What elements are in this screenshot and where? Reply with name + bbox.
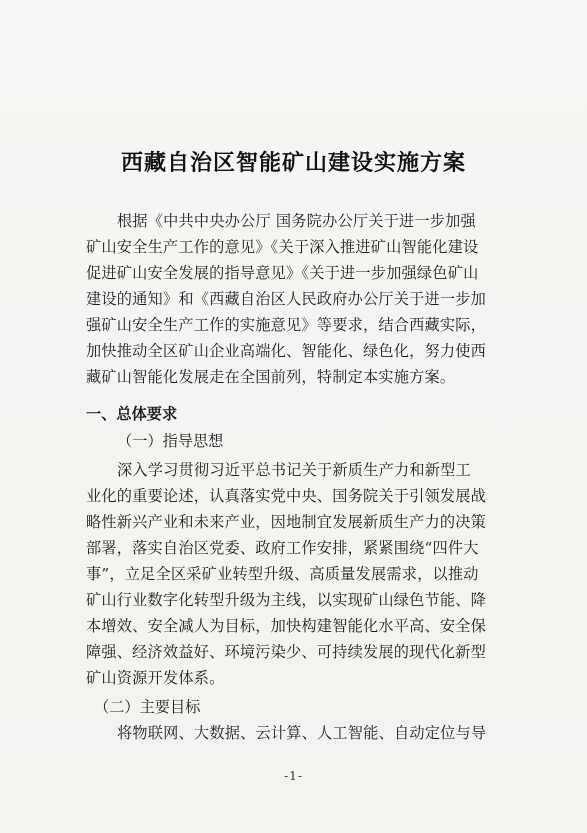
text-line: 促进矿山安全发展的指导意见》《关于进一步加强绿色矿山 <box>86 264 479 282</box>
text-line: 根据《中共中央办公厅 国务院办公厅关于进一步加强 <box>117 212 476 230</box>
guiding-thought-paragraph <box>86 457 498 691</box>
text-line: 事”，立足全区采矿业转型升级、高质量发展需求，以推动 <box>86 565 479 583</box>
text-line: 藏矿山智能化发展走在全国前列，特制定本实施方案。 <box>86 368 456 386</box>
text-line: 障强、经济效益好、环境污染少、可持续发展的现代化新型 <box>86 643 487 661</box>
intro-paragraph <box>86 208 498 390</box>
text-line: 略性新兴产业和未来产业，因地制宜发展新质生产力的决策 <box>86 513 487 531</box>
main-goals-paragraph <box>86 720 498 746</box>
section-heading-general-requirements: 一、总体要求 <box>86 405 178 423</box>
text-line: 将物联网、大数据、云计算、人工智能、自动定位与导 <box>117 724 487 742</box>
text-line: 部署，落实自治区党委、政府工作安排，紧紧围绕“四件大 <box>86 539 479 557</box>
text-line: 矿山资源开发体系。 <box>86 669 225 687</box>
document-title: 西藏自治区智能矿山建设实施方案 <box>120 150 466 176</box>
text-line: 加快推动全区矿山企业高端化、智能化、绿色化，努力使西 <box>86 342 487 360</box>
text-line: 矿山安全生产工作的意见》《关于深入推进矿山智能化建设 <box>86 238 479 256</box>
text-line: 业化的重要论述，认真落实党中央、国务院关于引领发展战 <box>86 487 487 505</box>
text-line: 本增效、安全减人为目标，加快构建智能化水平高、安全保 <box>86 617 487 635</box>
page-number: -1- <box>284 769 303 783</box>
text-line: 强矿山安全生产工作的实施意见》等要求，结合西藏实际， <box>86 316 487 334</box>
text-line: 建设的通知》和《西藏自治区人民政府办公厅关于进一步加 <box>86 290 487 308</box>
subsection-heading-main-goals: （二）主要目标 <box>94 698 201 716</box>
text-line: 深入学习贯彻习近平总书记关于新质生产力和新型工 <box>117 461 471 479</box>
text-line: 矿山行业数字化转型升级为主线，以实现矿山绿色节能、降 <box>86 591 487 609</box>
subsection-heading-guiding-thought: （一）指导思想 <box>117 432 224 450</box>
